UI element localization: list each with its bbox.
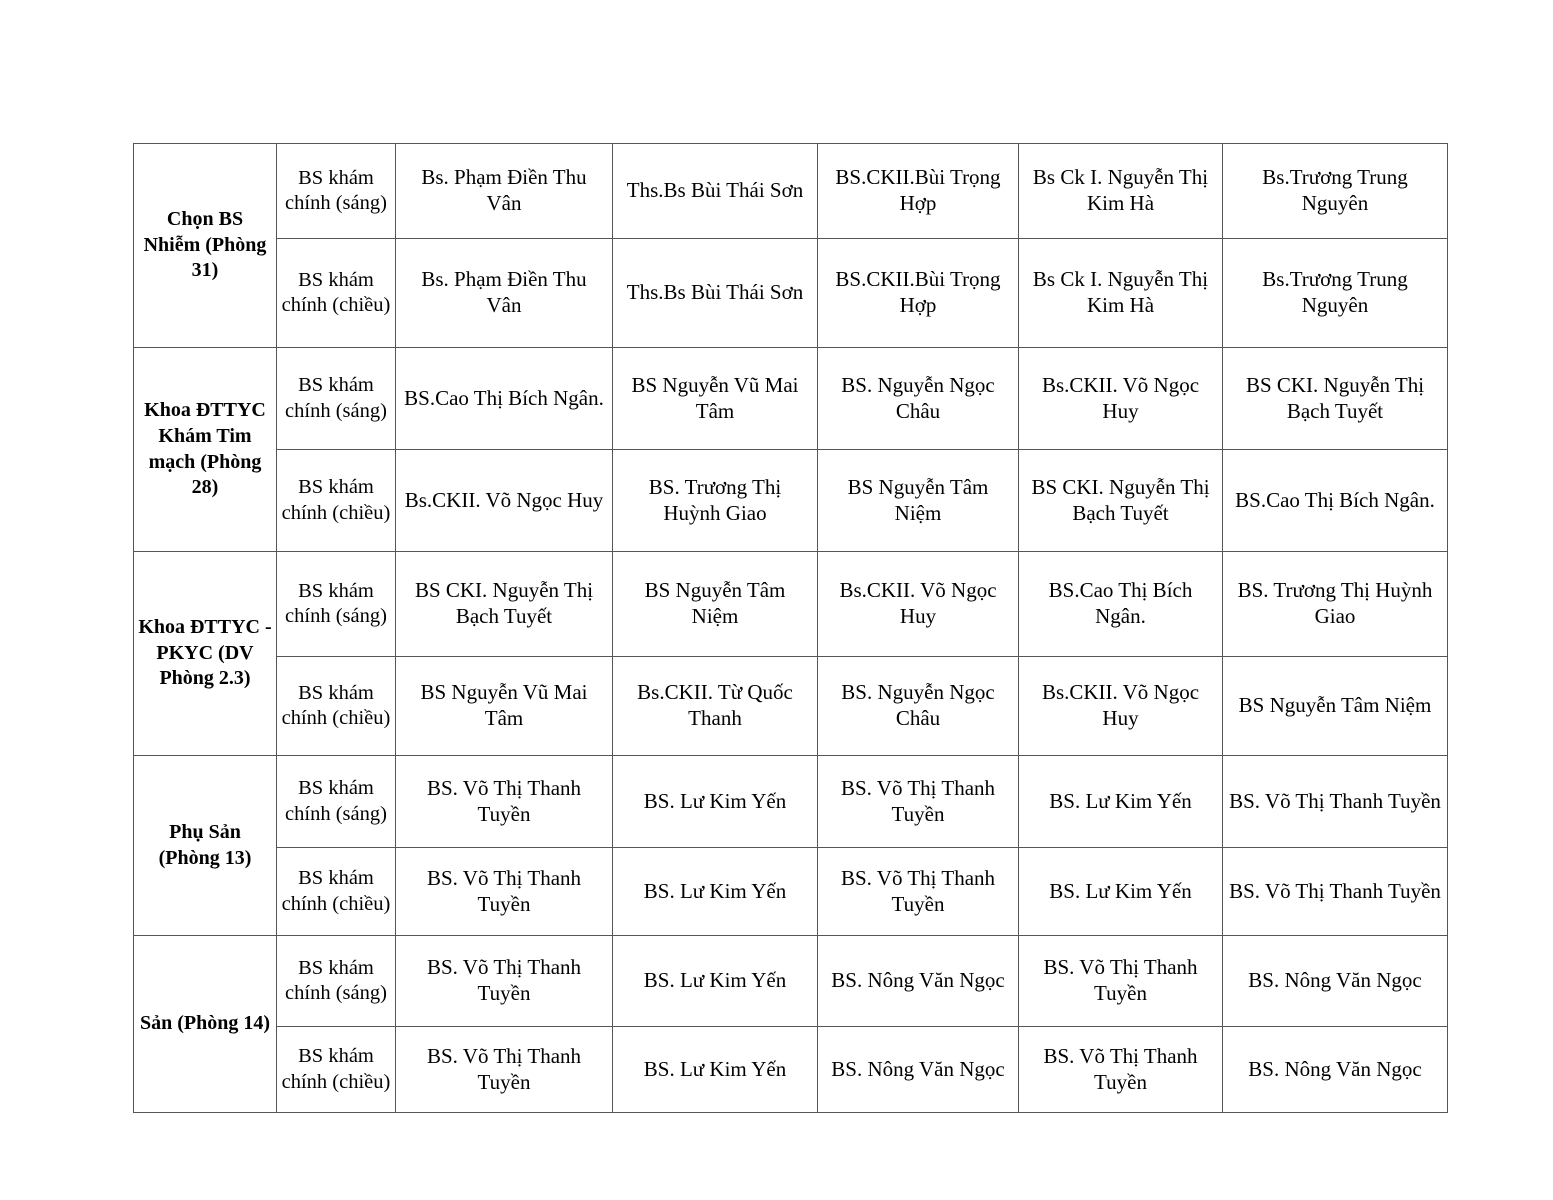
doctor-cell: BS.Cao Thị Bích Ngân. [1223, 450, 1448, 552]
shift-cell: BS khám chính (chiều) [277, 1027, 396, 1113]
shift-cell: BS khám chính (sáng) [277, 144, 396, 239]
doctor-cell: BS. Lư Kim Yến [613, 756, 818, 848]
doctor-cell: BS.Cao Thị Bích Ngân. [1019, 552, 1223, 657]
department-cell: Sản (Phòng 14) [134, 936, 277, 1113]
table-row [134, 848, 1448, 936]
doctor-schedule-table [133, 143, 1448, 1113]
doctor-cell: BS.CKII.Bùi Trọng Hợp [818, 239, 1019, 348]
doctor-cell: BS. Võ Thị Thanh Tuyền [396, 848, 613, 936]
table-row [134, 756, 1448, 848]
table-row [134, 657, 1448, 756]
shift-cell: BS khám chính (chiều) [277, 239, 396, 348]
doctor-cell: BS. Lư Kim Yến [613, 936, 818, 1027]
doctor-cell: Bs Ck I. Nguyễn Thị Kim Hà [1019, 144, 1223, 239]
doctor-cell: BS Nguyễn Vũ Mai Tâm [613, 348, 818, 450]
doctor-cell: Ths.Bs Bùi Thái Sơn [613, 144, 818, 239]
doctor-cell: Ths.Bs Bùi Thái Sơn [613, 239, 818, 348]
shift-cell: BS khám chính (chiều) [277, 848, 396, 936]
table-row [134, 348, 1448, 450]
doctor-cell: BS. Võ Thị Thanh Tuyền [396, 936, 613, 1027]
table-row [134, 1027, 1448, 1113]
doctor-cell: BS. Lư Kim Yến [1019, 848, 1223, 936]
doctor-cell: BS. Nguyễn Ngọc Châu [818, 657, 1019, 756]
doctor-cell: Bs. Phạm Điền Thu Vân [396, 239, 613, 348]
doctor-cell: BS CKI. Nguyễn Thị Bạch Tuyết [1019, 450, 1223, 552]
shift-cell: BS khám chính (chiều) [277, 450, 396, 552]
doctor-cell: BS. Nông Văn Ngọc [818, 1027, 1019, 1113]
doctor-cell: BS. Nông Văn Ngọc [818, 936, 1019, 1027]
doctor-cell: Bs Ck I. Nguyễn Thị Kim Hà [1019, 239, 1223, 348]
table-row [134, 936, 1448, 1027]
doctor-cell: BS. Võ Thị Thanh Tuyền [1223, 848, 1448, 936]
doctor-cell: BS. Võ Thị Thanh Tuyền [1019, 936, 1223, 1027]
doctor-cell: Bs.CKII. Võ Ngọc Huy [396, 450, 613, 552]
doctor-cell: BS. Võ Thị Thanh Tuyền [396, 1027, 613, 1113]
doctor-cell: BS. Võ Thị Thanh Tuyền [396, 756, 613, 848]
doctor-cell: Bs. Phạm Điền Thu Vân [396, 144, 613, 239]
doctor-cell: BS. Võ Thị Thanh Tuyền [818, 756, 1019, 848]
doctor-cell: BS. Võ Thị Thanh Tuyền [1019, 1027, 1223, 1113]
doctor-cell: Bs.Trương Trung Nguyên [1223, 144, 1448, 239]
department-cell: Khoa ĐTTYC - PKYC (DV Phòng 2.3) [134, 552, 277, 756]
doctor-cell: BS CKI. Nguyễn Thị Bạch Tuyết [1223, 348, 1448, 450]
doctor-cell: BS. Lư Kim Yến [1019, 756, 1223, 848]
doctor-cell: BS. Trương Thị Huỳnh Giao [1223, 552, 1448, 657]
department-cell: Phụ Sản (Phòng 13) [134, 756, 277, 936]
doctor-cell: BS. Võ Thị Thanh Tuyền [1223, 756, 1448, 848]
doctor-cell: BS Nguyễn Tâm Niệm [613, 552, 818, 657]
doctor-cell: BS Nguyễn Tâm Niệm [818, 450, 1019, 552]
doctor-cell: BS Nguyễn Vũ Mai Tâm [396, 657, 613, 756]
doctor-cell: Bs.CKII. Võ Ngọc Huy [1019, 348, 1223, 450]
shift-cell: BS khám chính (chiều) [277, 657, 396, 756]
doctor-cell: Bs.CKII. Võ Ngọc Huy [1019, 657, 1223, 756]
doctor-cell: BS. Nguyễn Ngọc Châu [818, 348, 1019, 450]
doctor-cell: BS.CKII.Bùi Trọng Hợp [818, 144, 1019, 239]
doctor-cell: BS. Lư Kim Yến [613, 848, 818, 936]
doctor-cell: BS. Nông Văn Ngọc [1223, 936, 1448, 1027]
doctor-cell: BS. Lư Kim Yến [613, 1027, 818, 1113]
shift-cell: BS khám chính (sáng) [277, 348, 396, 450]
doctor-cell: BS. Trương Thị Huỳnh Giao [613, 450, 818, 552]
table-row [134, 144, 1448, 239]
department-cell: Chọn BS Nhiễm (Phòng 31) [134, 144, 277, 348]
table-row [134, 552, 1448, 657]
table-row [134, 239, 1448, 348]
doctor-cell: Bs.Trương Trung Nguyên [1223, 239, 1448, 348]
doctor-cell: BS Nguyễn Tâm Niệm [1223, 657, 1448, 756]
doctor-cell: BS. Võ Thị Thanh Tuyền [818, 848, 1019, 936]
doctor-cell: Bs.CKII. Từ Quốc Thanh [613, 657, 818, 756]
doctor-cell: BS. Nông Văn Ngọc [1223, 1027, 1448, 1113]
department-cell: Khoa ĐTTYC Khám Tim mạch (Phòng 28) [134, 348, 277, 552]
doctor-cell: BS.Cao Thị Bích Ngân. [396, 348, 613, 450]
table-row [134, 450, 1448, 552]
shift-cell: BS khám chính (sáng) [277, 936, 396, 1027]
doctor-cell: BS CKI. Nguyễn Thị Bạch Tuyết [396, 552, 613, 657]
shift-cell: BS khám chính (sáng) [277, 552, 396, 657]
shift-cell: BS khám chính (sáng) [277, 756, 396, 848]
doctor-cell: Bs.CKII. Võ Ngọc Huy [818, 552, 1019, 657]
